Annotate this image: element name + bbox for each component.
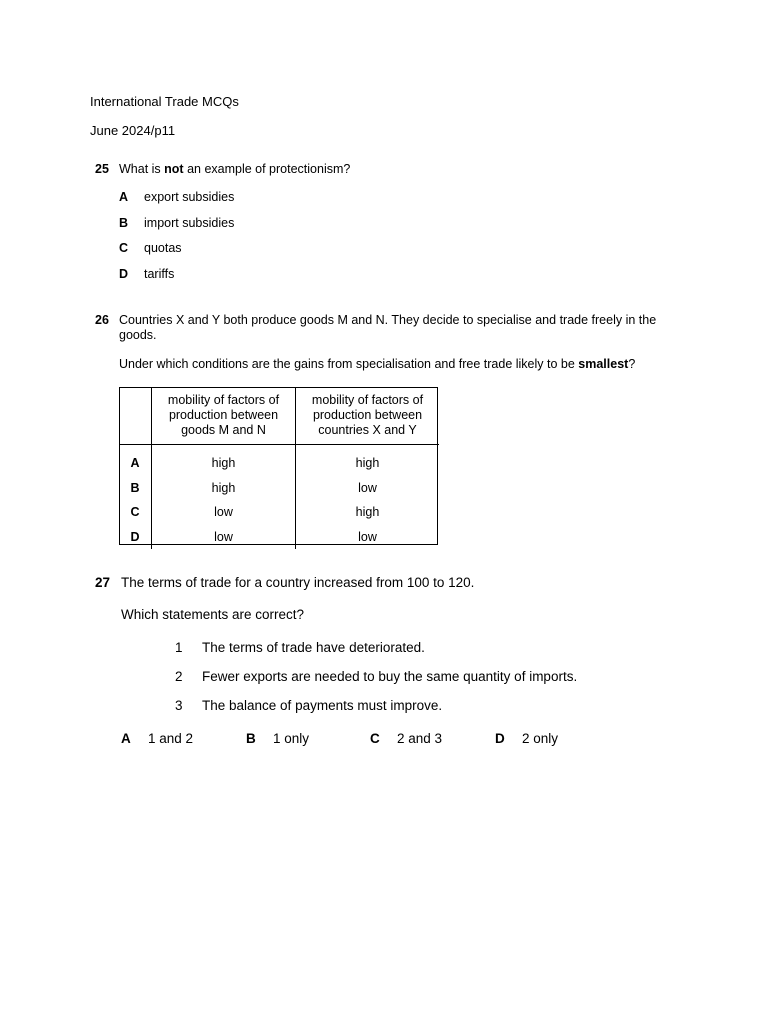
q25-option-a-letter: A <box>119 190 129 204</box>
q25-question: What is not an example of protectionism? <box>119 162 351 176</box>
q25-option-d-letter: D <box>119 267 129 281</box>
q26-table <box>119 387 439 549</box>
table-corner-cell <box>119 387 152 445</box>
q27-option-c-text: 2 and 3 <box>397 731 443 746</box>
q25-option-c-text: quotas <box>144 241 182 255</box>
q25-option-b-letter: B <box>119 216 129 230</box>
row-countries-mobility: low <box>358 529 377 544</box>
q27-option-d-text: 2 only <box>522 731 559 746</box>
q27-option-a-letter: A <box>121 731 131 746</box>
q27-question: Which statements are correct? <box>121 607 305 622</box>
q27-statement-2-number: 2 <box>175 669 183 684</box>
row-countries-mobility: high <box>355 456 380 471</box>
row-goods-mobility: high <box>152 445 296 476</box>
row-letter: B <box>119 476 152 501</box>
row-countries-mobility: low <box>358 480 377 495</box>
q26-number: 26 <box>95 313 109 327</box>
q25-number: 25 <box>95 162 109 176</box>
q26-stem: Countries X and Y both produce goods M and N. They decide to specialise and trade freely in the goods. <box>119 313 657 342</box>
q27-option-d-letter: D <box>495 731 505 746</box>
q27-statement-1-text: The terms of trade have deteriorated. <box>202 640 425 655</box>
q27-option-c-letter: C <box>370 731 380 746</box>
q27-statement-2-text: Fewer exports are needed to buy the same quantity of imports. <box>202 669 578 684</box>
q27-option-b-text: 1 only <box>273 731 310 746</box>
row-letter: C <box>119 500 152 525</box>
q27-statement-1-number: 1 <box>175 640 183 655</box>
q27-option-b-letter: B <box>246 731 256 746</box>
row-countries-mobility: high <box>355 505 380 520</box>
q26-question: Under which conditions are the gains from specialisation and free trade likely to be smallest? <box>119 357 636 371</box>
row-goods-mobility: low <box>152 525 296 550</box>
q27-stem: The terms of trade for a country increased from 100 to 120. <box>121 575 475 590</box>
q25-option-c-letter: C <box>119 241 129 255</box>
table-header-goods: mobility of factors of production between goods M and N <box>152 387 296 445</box>
table-row <box>119 525 439 550</box>
document-title: International Trade MCQs <box>90 94 239 109</box>
q27-number: 27 <box>95 575 111 590</box>
q25-option-a-text: export subsidies <box>144 190 235 204</box>
row-letter: A <box>119 445 152 476</box>
table-row <box>119 445 439 476</box>
table-row <box>119 476 439 501</box>
row-goods-mobility: high <box>152 476 296 501</box>
q27-option-a-text: 1 and 2 <box>148 731 194 746</box>
paper-reference: June 2024/p11 <box>90 123 176 138</box>
table-row <box>119 500 439 525</box>
q25-option-d-text: tariffs <box>144 267 175 281</box>
q25-option-b-text: import subsidies <box>144 216 235 230</box>
row-letter: D <box>119 525 152 550</box>
q27-statement-3-text: The balance of payments must improve. <box>202 698 443 713</box>
row-goods-mobility: low <box>152 500 296 525</box>
q27-statement-3-number: 3 <box>175 698 183 713</box>
table-header-countries: mobility of factors of production between countries X and Y <box>296 387 440 445</box>
